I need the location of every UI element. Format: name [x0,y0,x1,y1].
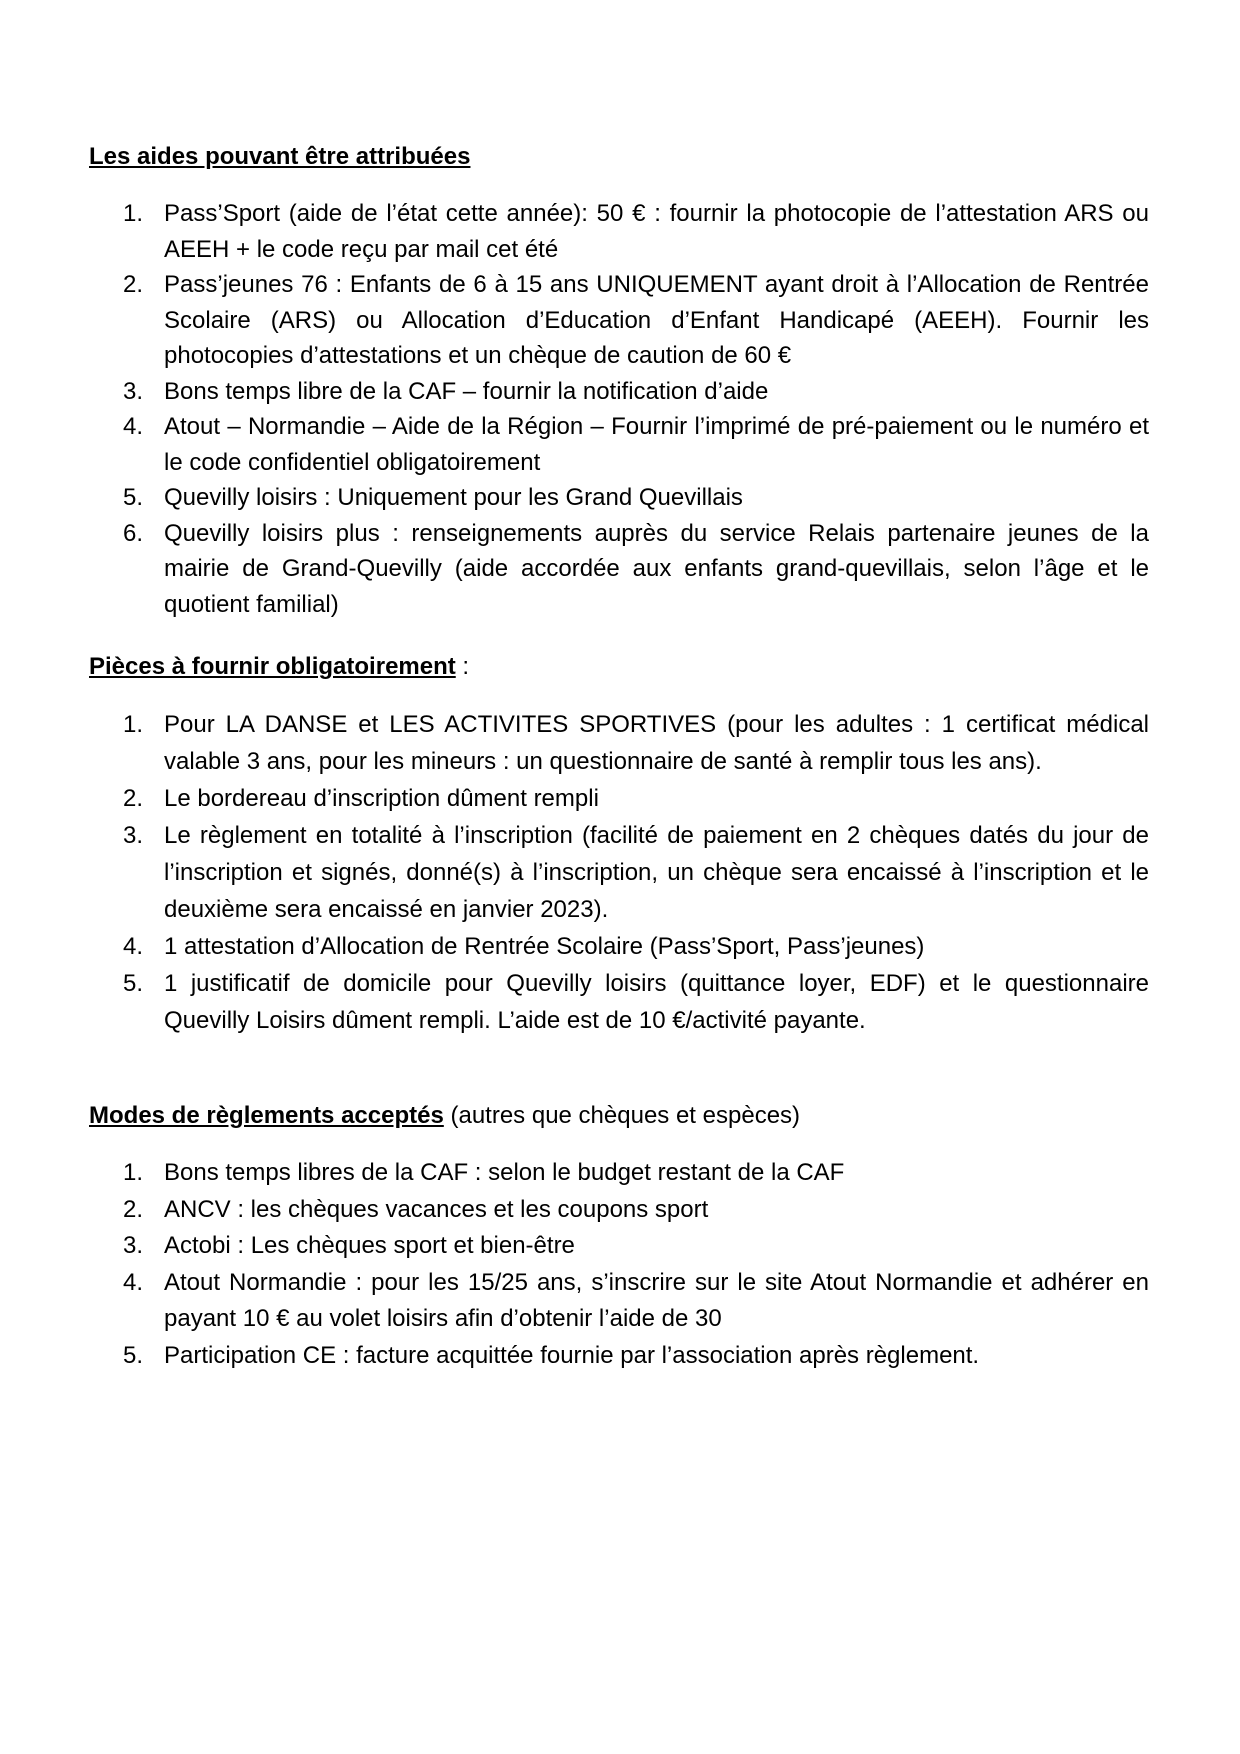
item-text: Pass’jeunes 76 : Enfants de 6 à 15 ans UNIQUEMENT ayant droit à l’Allocation de Rentrée Scolaire (ARS) ou Allocation d’Education d’Enfant Handicapé (AEEH). Fournir les photocopies d’attestations et un chèque de caution de 60 € [164,271,1149,369]
section-heading [89,140,1149,174]
item-number: 1. [123,1159,144,1186]
list-item [89,409,1149,480]
list-item [89,374,1149,410]
item-text: Quevilly loisirs : Uniquement pour les Grand Quevillais [164,484,743,511]
item-number: 5. [123,1341,144,1369]
item-number: 5. [123,970,144,997]
item-text: Le bordereau d’inscription dûment rempli [164,785,599,812]
item-text: Participation CE : facture acquittée fournie par l’association après règlement. [164,1341,980,1369]
section-aides [89,140,1149,622]
section-title-suffix: (autres que chèques et espèces) [443,1102,801,1129]
item-text: 1 attestation d’Allocation de Rentrée Scolaire (Pass’Sport, Pass’jeunes) [164,933,925,960]
item-text: Quevilly loisirs plus : renseignements auprès du service Relais partenaire jeunes de la mairie de Grand-Quevilly (aide accordée aux enfants grand-quevillais, selon l’âge et le quotient familial) [164,519,1149,618]
item-text: Bons temps libres de la CAF : selon le budget restant de la CAF [164,1159,845,1186]
item-number: 1. [123,200,144,227]
item-number: 4. [123,1268,144,1296]
item-number: 4. [123,413,144,440]
document-content [89,140,1149,1374]
section-title-suffix: : [455,653,470,680]
section-heading [89,1099,1149,1133]
item-text: Le règlement en totalité à l’inscription (facilité de paiement en 2 chèques datés du jour de l’inscription et signés, donné(s) à l’inscription, un chèque sera encaissé à l’inscription et le deuxième sera encaissé en janvier 2023). [164,822,1149,923]
section-pieces [89,650,1149,1039]
list-item [89,1155,1149,1192]
list-item [89,780,1149,817]
item-text: ANCV : les chèques vacances et les coupons sport [164,1195,709,1223]
item-number: 6. [123,519,144,547]
list-item [89,480,1149,516]
list-item [89,706,1149,780]
section-title: Modes de règlements acceptés [89,1102,444,1129]
item-text: Pass’Sport (aide de l’état cette année): 50 € : fournir la photocopie de l’attestation ARS ou AEEH + le code reçu par mail cet été [164,200,1149,263]
section-title: Pièces à fournir obligatoirement [89,653,456,680]
item-number: 4. [123,933,144,960]
item-text: Atout – Normandie – Aide de la Région – Fournir l’imprimé de pré-paiement ou le numéro et le code confidentiel obligatoirement [164,413,1149,476]
item-text: 1 justificatif de domicile pour Quevilly loisirs (quittance loyer, EDF) et le questionnaire Quevilly Loisirs dûment rempli. L’aide est de 10 €/activité payante. [164,970,1149,1034]
item-number: 5. [123,484,144,511]
section-reglements [89,1099,1149,1374]
item-text: Bons temps libre de la CAF – fournir la notification d’aide [164,377,769,405]
item-number: 3. [123,822,144,849]
list-item [89,1265,1149,1338]
list-item [89,1228,1149,1265]
item-number: 2. [123,271,144,298]
list-item [89,817,1149,928]
item-number: 3. [123,1232,144,1259]
list-item [89,1338,1149,1375]
aides-list [89,196,1149,622]
item-number: 2. [123,785,144,812]
item-number: 1. [123,711,144,738]
section-heading [89,650,1149,684]
list-item [89,196,1149,267]
item-number: 3. [123,377,144,405]
pieces-list [89,706,1149,1039]
list-item [89,965,1149,1039]
reglements-list [89,1155,1149,1374]
list-item [89,516,1149,623]
list-item [89,928,1149,965]
item-number: 2. [123,1195,144,1223]
item-text: Actobi : Les chèques sport et bien-être [164,1232,575,1259]
item-text: Atout Normandie : pour les 15/25 ans, s’inscrire sur le site Atout Normandie et adhérer en payant 10 € au volet loisirs afin d’obtenir l’aide de 30 [164,1268,1149,1332]
section-title: Les aides pouvant être attribuées [89,143,471,170]
item-text: Pour LA DANSE et LES ACTIVITES SPORTIVES (pour les adultes : 1 certificat médical valable 3 ans, pour les mineurs : un questionnaire de santé à remplir tous les ans). [164,711,1149,775]
list-item [89,267,1149,374]
list-item [89,1192,1149,1229]
